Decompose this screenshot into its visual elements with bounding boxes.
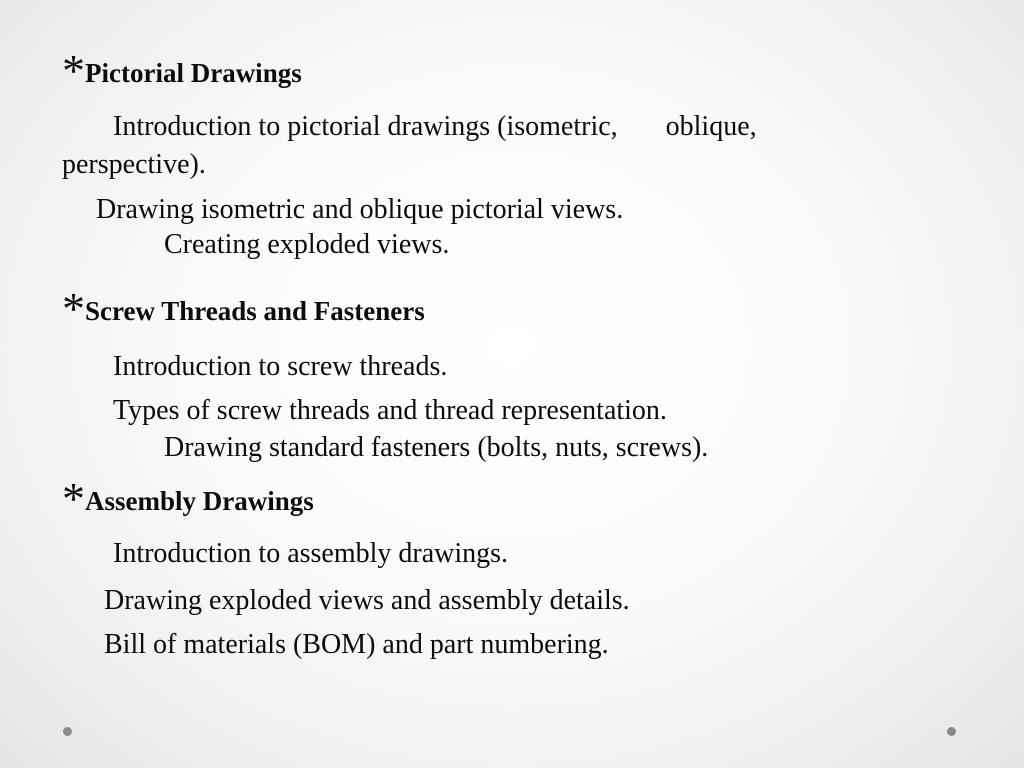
content-line: Introduction to assembly drawings.	[113, 538, 509, 569]
heading-text: Assembly Drawings	[85, 486, 314, 516]
content-text: Introduction to pictorial drawings (isometric,	[113, 111, 618, 142]
corner-dot-icon	[63, 727, 72, 736]
heading-text: Pictorial Drawings	[85, 58, 302, 88]
section-heading-pictorial-drawings	[62, 44, 302, 96]
section-heading-screw-threads-and-fasteners	[62, 282, 425, 334]
content-line: perspective).	[62, 149, 206, 180]
content-line: Types of screw threads and thread representation.	[113, 395, 667, 426]
asterisk-bullet-icon: *	[62, 473, 85, 524]
content-line: Bill of materials (BOM) and part numbering.	[104, 629, 609, 660]
content-line: Creating exploded views.	[164, 229, 450, 260]
content-text: oblique,	[665, 111, 757, 142]
content-line: Drawing isometric and oblique pictorial views.	[96, 194, 624, 225]
content-line: Introduction to screw threads.	[113, 351, 448, 382]
heading-text: Screw Threads and Fasteners	[85, 296, 425, 326]
asterisk-bullet-icon: *	[62, 283, 85, 334]
content-line: Drawing standard fasteners (bolts, nuts, screws).	[164, 432, 709, 463]
section-heading-assembly-drawings	[62, 472, 314, 524]
content-line	[113, 113, 757, 141]
content-line: Drawing exploded views and assembly details.	[104, 585, 630, 616]
asterisk-bullet-icon: *	[62, 45, 85, 96]
corner-dot-icon	[947, 727, 956, 736]
